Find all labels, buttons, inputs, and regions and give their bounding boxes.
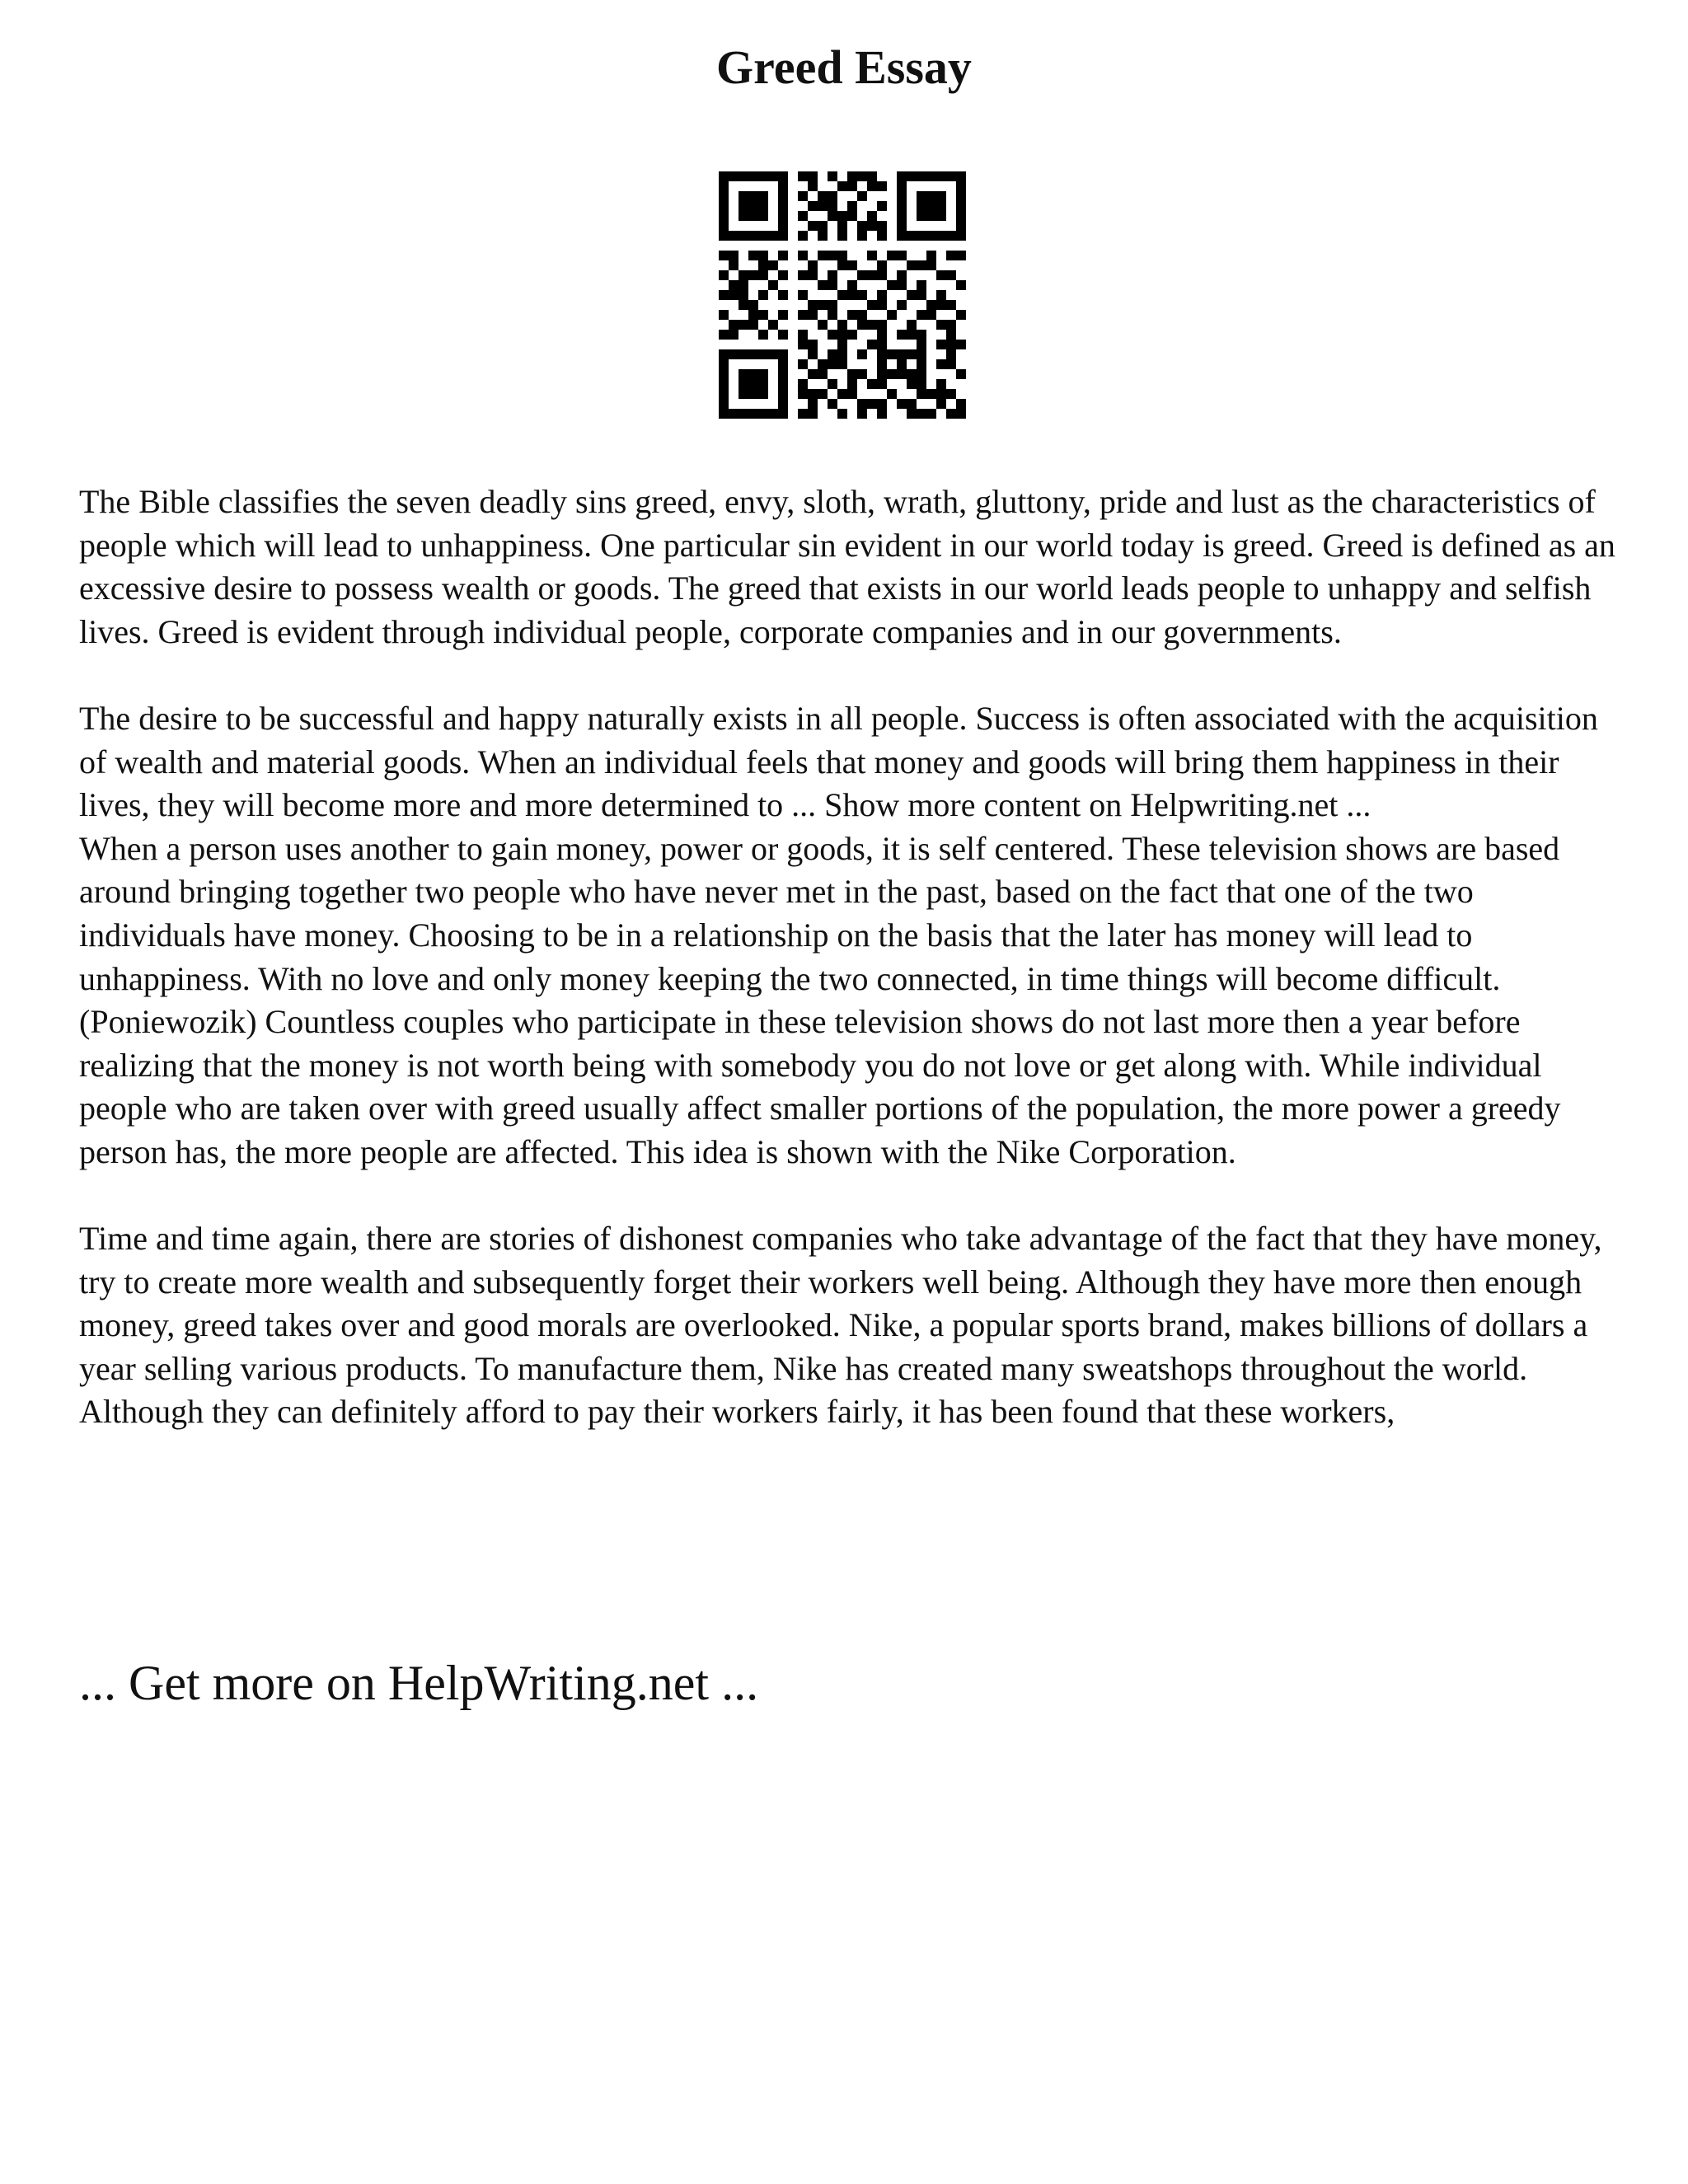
paragraph-intro: The Bible classifies the seven deadly sins greed, envy, sloth, wrath, gluttony, pride and lust as the characteristics of people which will lead to unhappiness. One particular sin evident in our world today is greed. Greed is defined as an excessive desire to possess wealth or goods. The greed that exists in our world leads people to unhappy and selfish lives. Greed is evident through individual people, corporate companies and in our governments. (79, 483, 1615, 650)
paragraph-companies: Time and time again, there are stories of dishonest companies who take advantage of the fact that they have money, try to create more wealth and subsequently forget their workers well being. Although they have more then enough money, greed takes over and good morals are overlooked. Nike, a popular sports brand, makes billions of dollars a year selling various products. To manufacture them, Nike has created many sweatshops throughout the world. Although they can definitely afford to pay their workers fairly, it has been found that these workers, (79, 1220, 1602, 1431)
paragraph-relationships: When a person uses another to gain money, power or goods, it is self centered. These television shows are based around bringing together two people who have never met in the past, based on the fact that one of the two individuals have money. Choosing to be in a relationship on the basis that the later has money will lead to unhappiness. With no love and only money keeping the two connected, in time things will become difficult. (Poniewozik) Countless couples who participate in these television shows do not last more then a year before realizing that the money is not worth being with somebody you do not love or get along with. While individual people who are taken over with greed usually affect smaller portions of the population, the more power a greedy person has, the more people are affected. This idea is shown with the Nike Corporation. (79, 829, 1561, 1170)
paragraph-success: The desire to be successful and happy naturally exists in all people. Success is often associated with the acquisition of wealth and material goods. When an individual feels that money and goods will bring them happiness in their lives, they will become more and more determined to ... Show more content on Helpwriting.net ... (79, 699, 1598, 824)
page-title: Greed Essay (716, 40, 972, 94)
get-more-link[interactable]: ... Get more on HelpWriting.net ... (79, 1656, 759, 1710)
essay-body (79, 480, 1620, 1434)
qr-code-icon (719, 171, 966, 419)
